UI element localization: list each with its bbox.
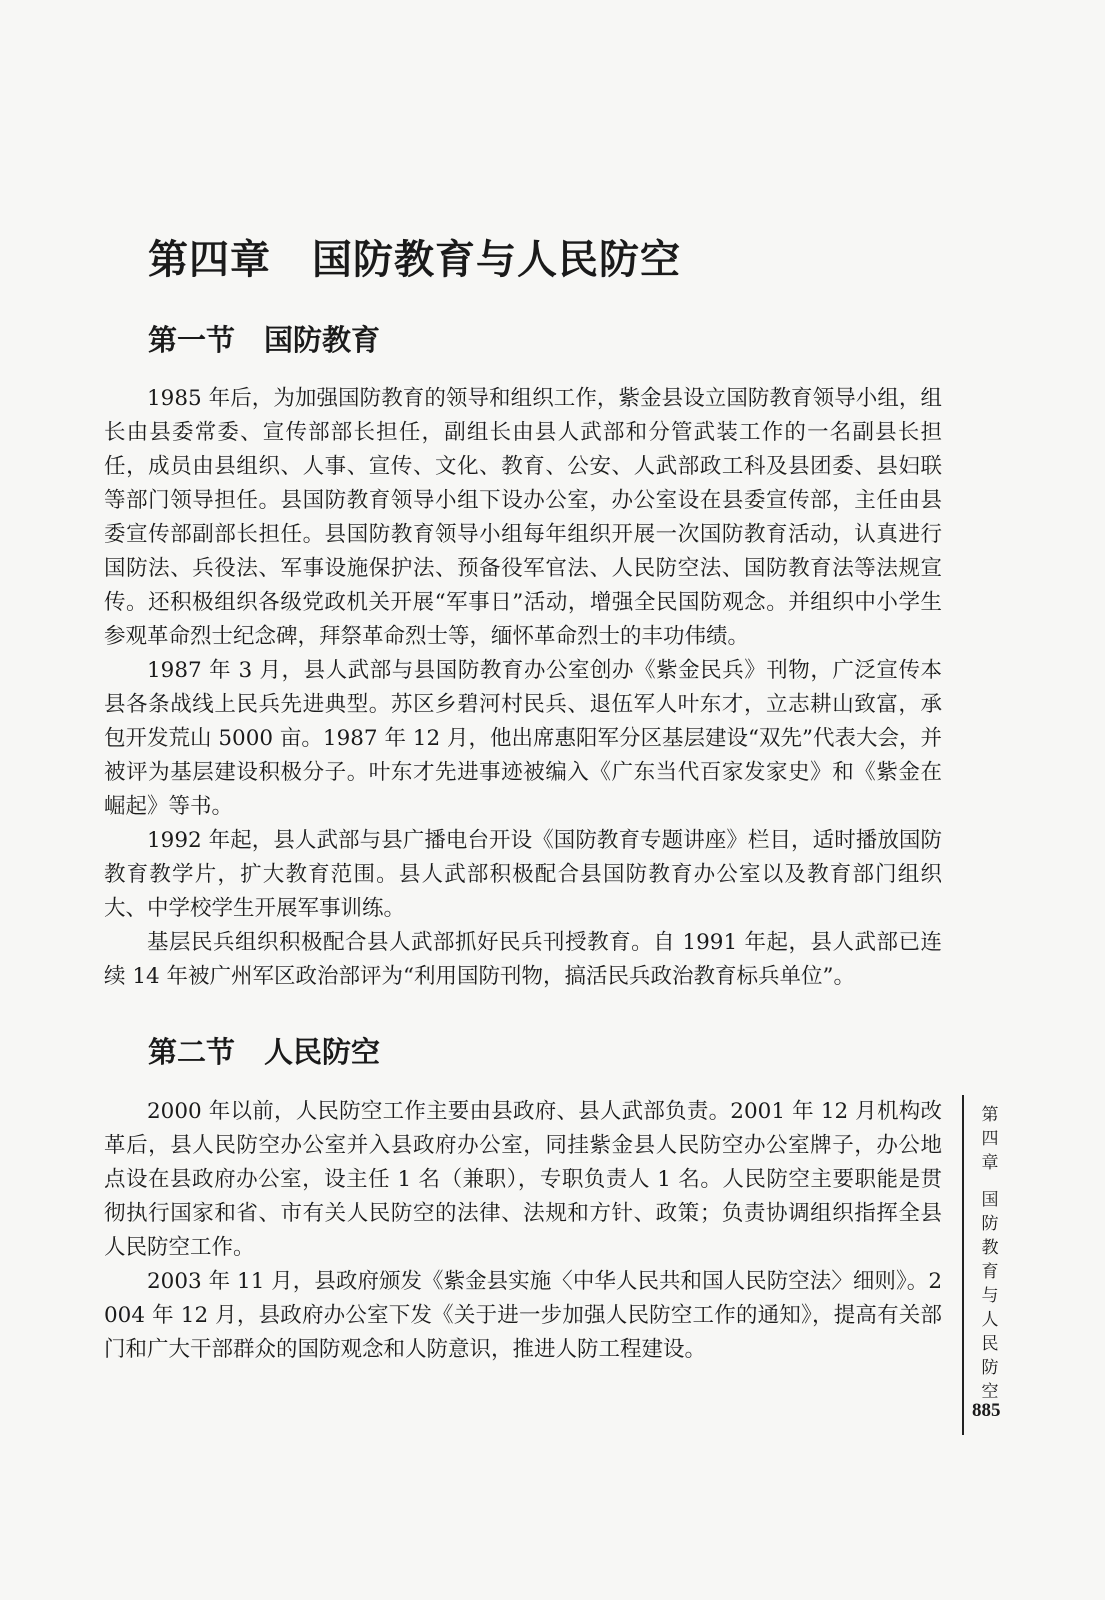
paragraph: 2003 年 11 月，县政府颁发《紫金县实施〈中华人民共和国人民防空法〉细则》。2004 年 12 月，县政府办公室下发《关于进一步加强人民防空工作的通知》，提高有关部门和广大干部群众的国防观念和人防意识，推进人防工程建设。 bbox=[104, 1269, 942, 1362]
paragraph: 1992 年起，县人武部与县广播电台开设《国防教育专题讲座》栏目，适时播放国防教育教学片，扩大教育范围。县人武部积极配合县国防教育办公室以及教育部门组织大、中学校学生开展军事训练。 bbox=[104, 828, 942, 921]
side-tab-title: 国防教育与人民防空 bbox=[981, 1190, 999, 1402]
side-tab-chapter: 第四章 bbox=[981, 1105, 999, 1173]
chapter-title: 第四章 国防教育与人民防空 bbox=[148, 237, 681, 283]
section-1-body bbox=[104, 382, 942, 994]
page-number: 885 bbox=[972, 1400, 1001, 1421]
paragraph: 基层民兵组织积极配合县人武部抓好民兵刊授教育。自 1991 年起，县人武部已连续 14 年被广州军区政治部评为“利用国防刊物，搞活民兵政治教育标兵单位”。 bbox=[104, 930, 942, 989]
side-tab-divider bbox=[962, 1095, 964, 1435]
paragraph: 1985 年后，为加强国防教育的领导和组织工作，紫金县设立国防教育领导小组，组长由县委常委、宣传部部长担任，副组长由县人武部和分管武装工作的一名副县长担任，成员由县组织、人事、宣传、文化、教育、公安、人武部政工科及县团委、县妇联等部门领导担任。县国防教育领导小组下设办公室，办公室设在县委宣传部，主任由县委宣传部副部长担任。县国防教育领导小组每年组织开展一次国防教育活动，认真进行国防法、兵役法、军事设施保护法、预备役军官法、人民防空法、国防教育法等法规宣传。还积极组织各级党政机关开展“军事日”活动，增强全民国防观念。并组织中小学生参观革命烈士纪念碑，拜祭革命烈士等，缅怀革命烈士的丰功伟绩。 bbox=[104, 386, 942, 649]
paragraph: 1987 年 3 月，县人武部与县国防教育办公室创办《紫金民兵》刊物，广泛宣传本县各条战线上民兵先进典型。苏区乡碧河村民兵、退伍军人叶东才，立志耕山致富，承包开发荒山 5000 亩。1987 年 12 月，他出席惠阳军分区基层建设“双先”代表大会，并被评为基层建设积极分子。叶东才先进事迹被编入《广东当代百家发家史》和《紫金在崛起》等书。 bbox=[104, 658, 942, 819]
paragraph: 2000 年以前，人民防空工作主要由县政府、县人武部负责。2001 年 12 月机构改革后，县人民防空办公室并入县政府办公室，同挂紫金县人民防空办公室牌子，办公地点设在县政府办公室，设主任 1 名（兼职），专职负责人 1 名。人民防空主要职能是贯彻执行国家和省、市有关人民防空的法律、法规和方针、政策；负责协调组织指挥全县人民防空工作。 bbox=[104, 1099, 942, 1260]
section-title-national-defense-education: 第一节 国防教育 bbox=[148, 323, 381, 357]
section-2-body bbox=[104, 1095, 942, 1367]
section-title-civil-air-defense: 第二节 人民防空 bbox=[148, 1035, 381, 1069]
